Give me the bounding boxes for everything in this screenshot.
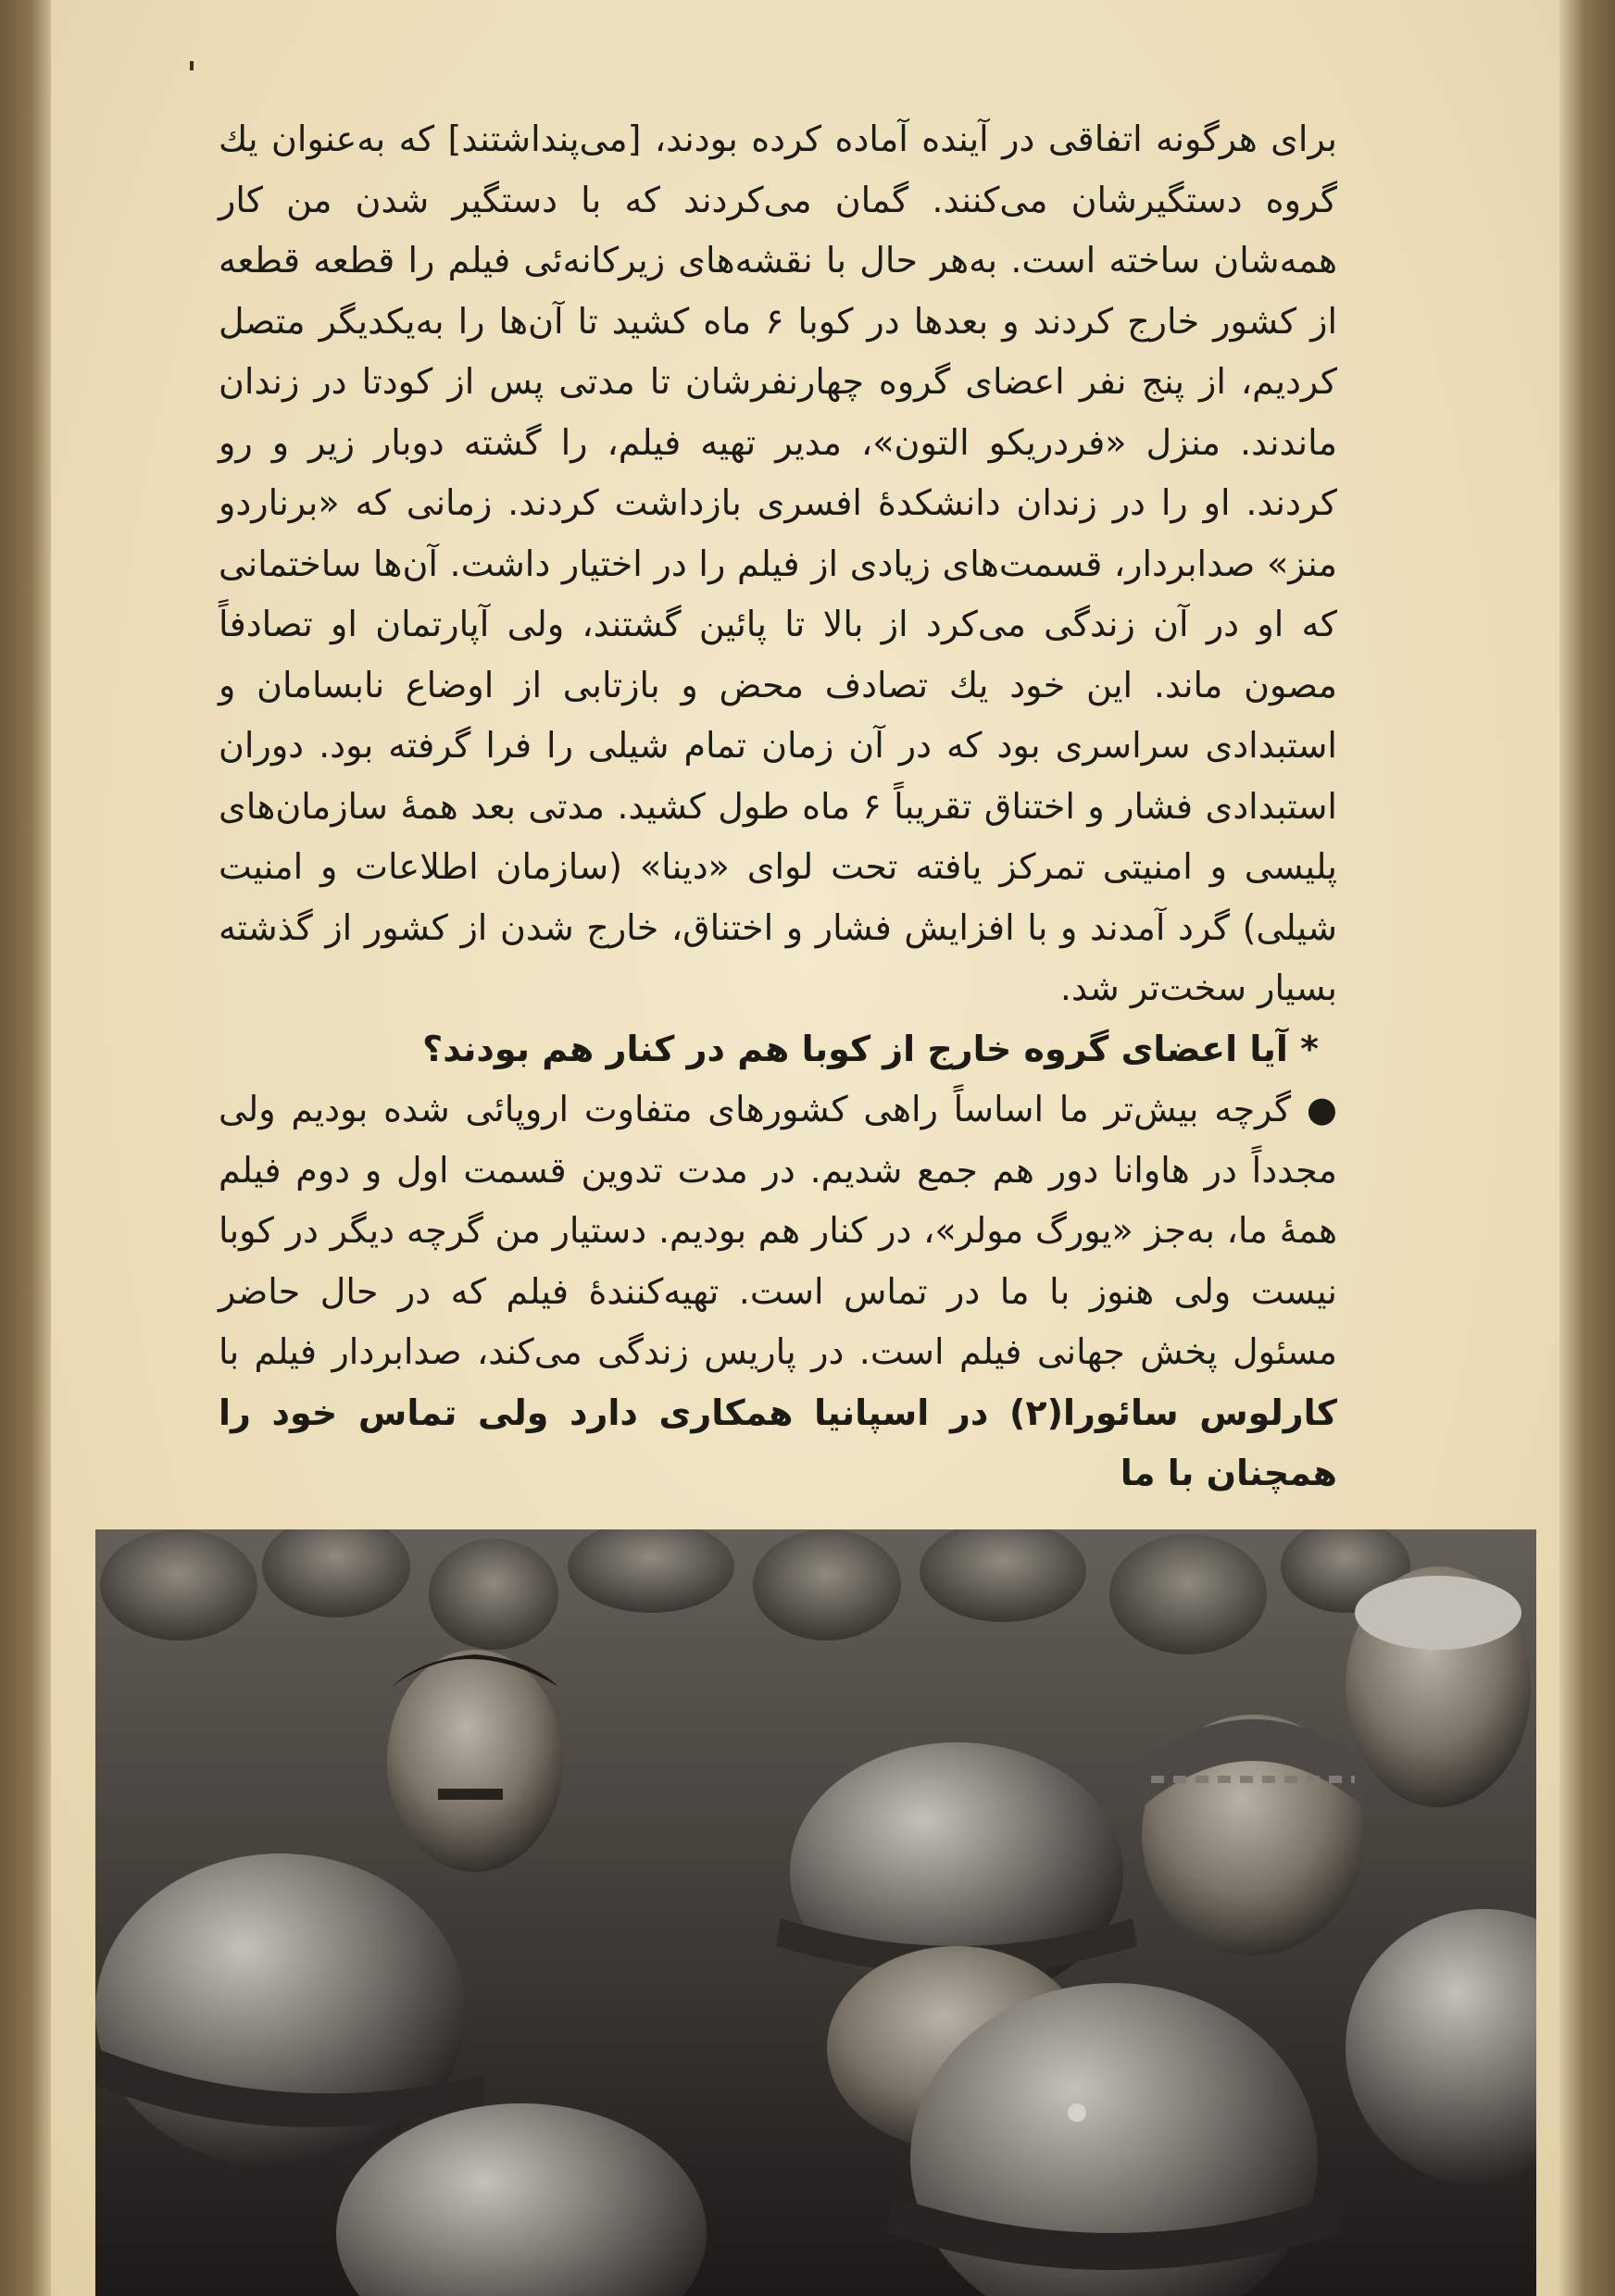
- article-paragraph: برای هرگونه اتفاقی در آینده آماده کرده بودند، [می‌پنداشتند] که به‌عنوان یك گروه دستگیرشان می‌کنند. گمان می‌کردند که با دستگیر شدن من کار همه‌شان ساخته است. به‌هر حال با نقشه‌های زیرکانه‌ئی فیلم را قطعه قطعه از کشور خارج کردند و بعدها در کوبا ۶ ماه کشید تا آن‌ها را به‌یکدیگر متصل کردیم، از پنج نفر اعضای گروه چهارنفرشان تا مدتی پس از کودتا در زندان ماندند. منزل «فردریکو التون»، مدیر تهیه فیلم، را گشته دوبار زیر و رو کردند. او را در زندان دانشکدهٔ افسری بازداشت کردند. زمانی که «برناردو منز» صدابردار، قسمت‌های زیادی از فیلم را در اختیار داشت. آن‌ها ساختمانی که او در آن زندگی می‌کرد از بالا تا پائین گشتند، ولی آپارتمان او تصادفاً مصون ماند. این خود یك تصادف محض و بازتابی از اوضاع نابسامان و استبدادی سراسری بود که در آن زمان تمام شیلی را فرا گرفته بود. دوران استبدادی فشار و اختناق تقریباً ۶ ماه طول کشید. مدتی بعد همهٔ سازمان‌های پلیسی و امنیتی تمرکز یافته تحت لوای «دینا» (سازمان اطلاعات و امنیت شیلی) گرد آمدند و با افزایش فشار و اختناق، خارج شدن از کشور از گذشته بسیار سخت‌تر شد.: [219, 119, 1337, 1008]
- crowd-photo-illustration: [95, 1529, 1536, 2296]
- scan-right-edge: [1559, 0, 1615, 2296]
- crowd-photo: [95, 1529, 1536, 2296]
- interview-answer: [219, 1079, 1337, 1504]
- margin-mark: [190, 61, 194, 70]
- interview-question: * آیا اعضای گروه خارج از کوبا هم در کنار هم بودند؟: [422, 1028, 1319, 1069]
- answer-text: ● گرچه بیش‌تر ما اساساً راهی کشورهای متفاوت اروپائی شده بودیم ولی مجدداً در هاوانا دور هم جمع شدیم. در مدت تدوین قسمت اول و دوم فیلم همهٔ ما، به‌جز «یورگ مولر»، در کنار هم بودیم. دستیار من گرچه دیگر در کوبا نیست ولی هنوز با ما در تماس است. تهیه‌کنندهٔ فیلم که در حال حاضر مسئول پخش جهانی فیلم است. در پاریس زندگی می‌کند، صدابردار فیلم با: [219, 1089, 1337, 1372]
- article-text: [219, 109, 1337, 1504]
- answer-bold-text: کارلوس سائورا(۲) در اسپانیا همکاری دارد ولی تماس خود را همچنان با ما: [219, 1391, 1337, 1493]
- scan-left-edge: [0, 0, 51, 2296]
